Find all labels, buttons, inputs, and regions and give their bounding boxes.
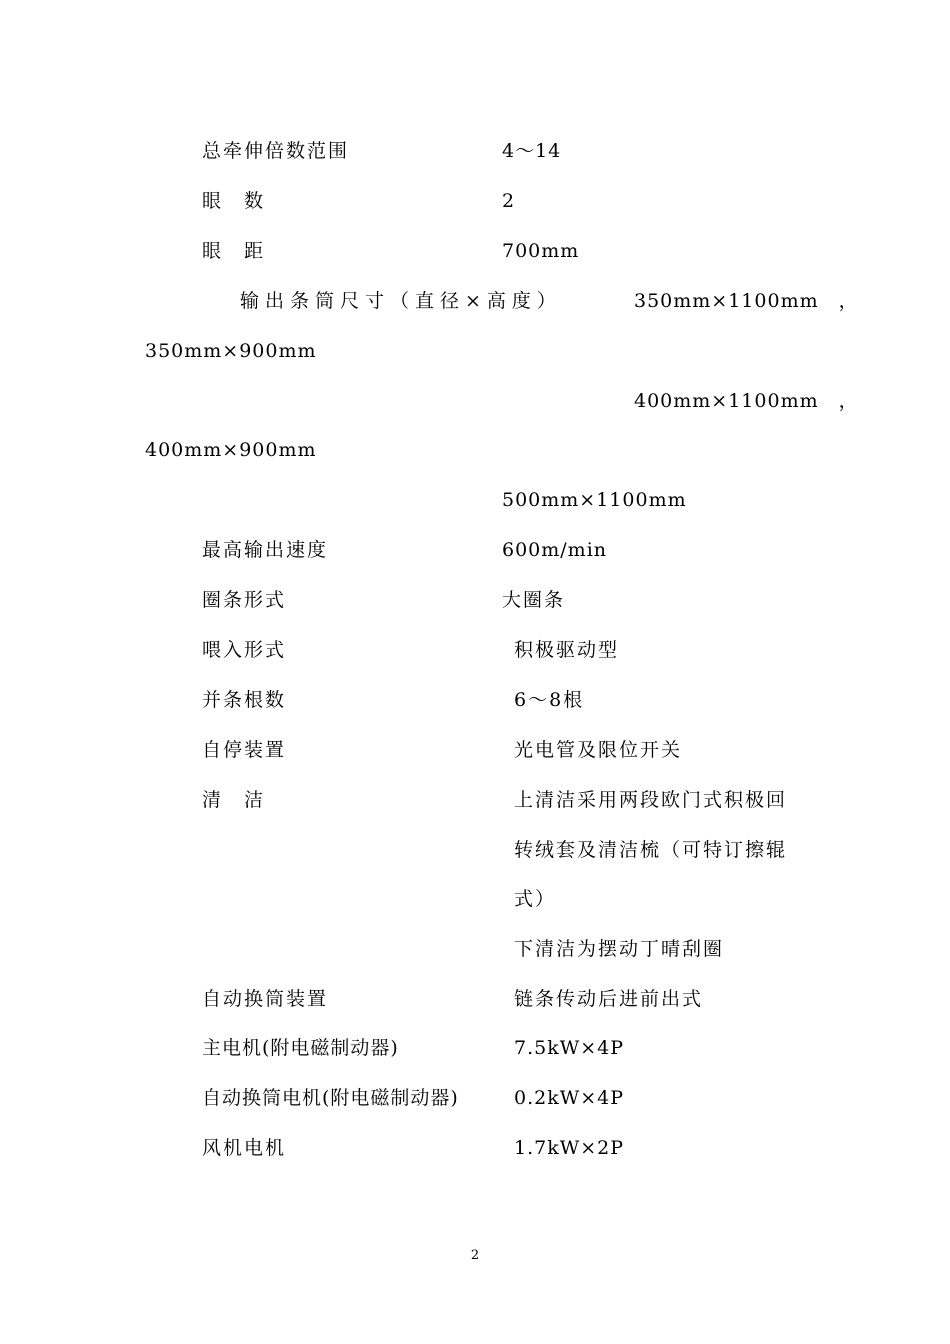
spec-value-feeding: 积极驱动型 [514, 639, 620, 661]
spec-value-auto-stop: 光电管及限位开关 [514, 739, 683, 761]
spec-label-draft-range: 总牵伸倍数范围 [202, 140, 350, 162]
spec-value-can-change-motor: 0.2kW×4P [514, 1087, 625, 1109]
spec-label-doubling: 并条根数 [202, 689, 287, 711]
spec-value-auto-can-change: 链条传动后进前出式 [514, 988, 704, 1010]
spec-value-can-size-5: 500mm×1100mm [502, 489, 687, 511]
page-number: 2 [470, 1248, 480, 1263]
spec-value-eye-distance: 700mm [502, 240, 580, 262]
spec-value-coiling: 大圈条 [502, 589, 566, 611]
spec-label-fan-motor: 风机电机 [202, 1137, 287, 1159]
spec-label-coiling: 圈条形式 [202, 589, 287, 611]
spec-label-can-change-motor: 自动换筒电机(附电磁制动器) [202, 1087, 459, 1109]
spec-label-main-motor: 主电机(附电磁制动器) [202, 1037, 399, 1059]
spec-value-main-motor: 7.5kW×4P [514, 1037, 625, 1059]
spec-value-can-size-2: 350mm×900mm [145, 340, 317, 362]
spec-value-cleaning-line-4: 下清洁为摆动丁晴刮圈 [514, 938, 725, 960]
spec-value-fan-motor: 1.7kW×2P [514, 1137, 625, 1159]
spec-value-eyes: 2 [502, 190, 516, 212]
spec-label-auto-can-change: 自动换筒装置 [202, 988, 329, 1010]
spec-value-cleaning-line-2: 转绒套及清洁梳（可特订擦辊 [514, 839, 788, 861]
spec-label-auto-stop: 自停装置 [202, 739, 287, 761]
spec-value-max-speed: 600m/min [502, 539, 608, 561]
spec-value-doubling: 6～8根 [514, 689, 585, 711]
spec-label-max-speed: 最高输出速度 [202, 539, 329, 561]
spec-label-eyes: 眼 数 [202, 190, 266, 212]
spec-value-draft-range: 4～14 [502, 140, 562, 162]
spec-value-can-size-1: 350mm×1100mm ， [634, 290, 859, 312]
spec-label-feeding: 喂入形式 [202, 639, 287, 661]
spec-label-can-size: 输出条筒尺寸（直径×高度） [240, 290, 562, 312]
spec-value-cleaning-line-3: 式） [514, 888, 557, 910]
spec-label-eye-distance: 眼 距 [202, 240, 266, 262]
spec-value-can-size-4: 400mm×900mm [145, 439, 317, 461]
spec-value-can-size-3: 400mm×1100mm ， [634, 390, 859, 412]
spec-value-cleaning-line-1: 上清洁采用两段欧门式积极回 [514, 789, 788, 811]
spec-label-cleaning: 清 洁 [202, 789, 266, 811]
